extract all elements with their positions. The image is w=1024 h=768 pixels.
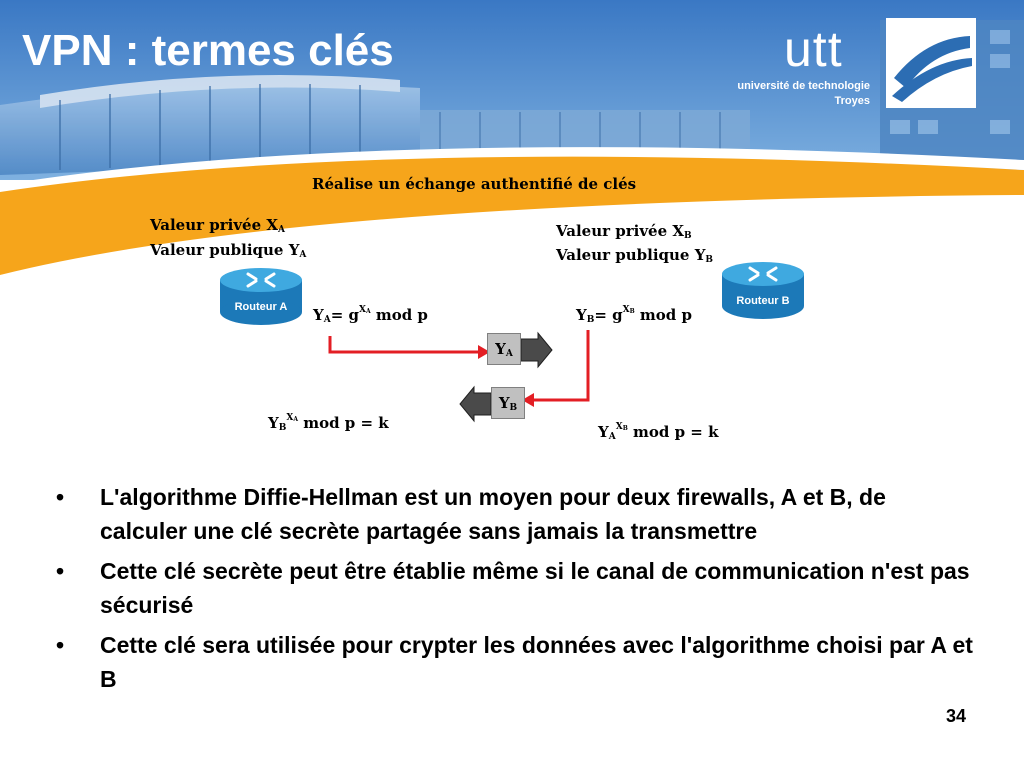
- formula-yb: $Y_B= g^{XB}$ mod p: [576, 305, 692, 325]
- router-a-private-value: Valeur privée $X_A$: [150, 216, 285, 235]
- router-b-label: Routeur B: [736, 295, 790, 307]
- bullet-marker: •: [56, 558, 65, 584]
- formula-ya: $Y_A= g^{XA}$ mod p: [313, 305, 428, 325]
- transmitted-ya-box: $Y_A$: [487, 333, 521, 365]
- page-number: 34: [945, 706, 966, 726]
- router-b-private-value: Valeur privée $X_B$: [556, 222, 692, 241]
- dark-arrow-left: [460, 387, 491, 421]
- router-a-public-value: Valeur publique $Y_A$: [150, 241, 307, 260]
- bullet-item: • Cette clé sera utilisée pour crypter les données avec l'algorithme choisi par A et B: [56, 628, 976, 696]
- bullet-item: • Cette clé secrète peut être établie même si le canal de communication n'est pas sécurisé: [56, 554, 976, 622]
- red-arrow-a-to-b: [330, 336, 480, 352]
- logo-line-1: université de technologie: [737, 80, 870, 92]
- slide-title: VPN : termes clés: [22, 26, 394, 75]
- logo-wordmark: utt: [784, 21, 843, 77]
- logo-line-2: Troyes: [834, 95, 870, 107]
- bullet-list: [56, 480, 976, 702]
- bullet-item: • L'algorithme Diffie-Hellman est un moyen pour deux firewalls, A et B, de calculer une clé secrète partagée sans jamais la transmettre: [56, 480, 976, 548]
- key-formula-a: $Y_B^{XA}$ mod p = k: [268, 413, 389, 433]
- bullet-marker: •: [56, 632, 65, 658]
- diagram-subtitle: Réalise un échange authentifié de clés: [312, 175, 637, 193]
- transmitted-yb-box: $Y_B$: [491, 387, 525, 419]
- router-b-public-value: Valeur publique $Y_B$: [556, 246, 714, 265]
- router-a-label: Routeur A: [234, 301, 288, 313]
- dark-arrow-right: [521, 333, 552, 367]
- key-formula-b: $Y_A^{XB}$ mod p = k: [598, 422, 719, 442]
- bullet-marker: •: [56, 484, 65, 510]
